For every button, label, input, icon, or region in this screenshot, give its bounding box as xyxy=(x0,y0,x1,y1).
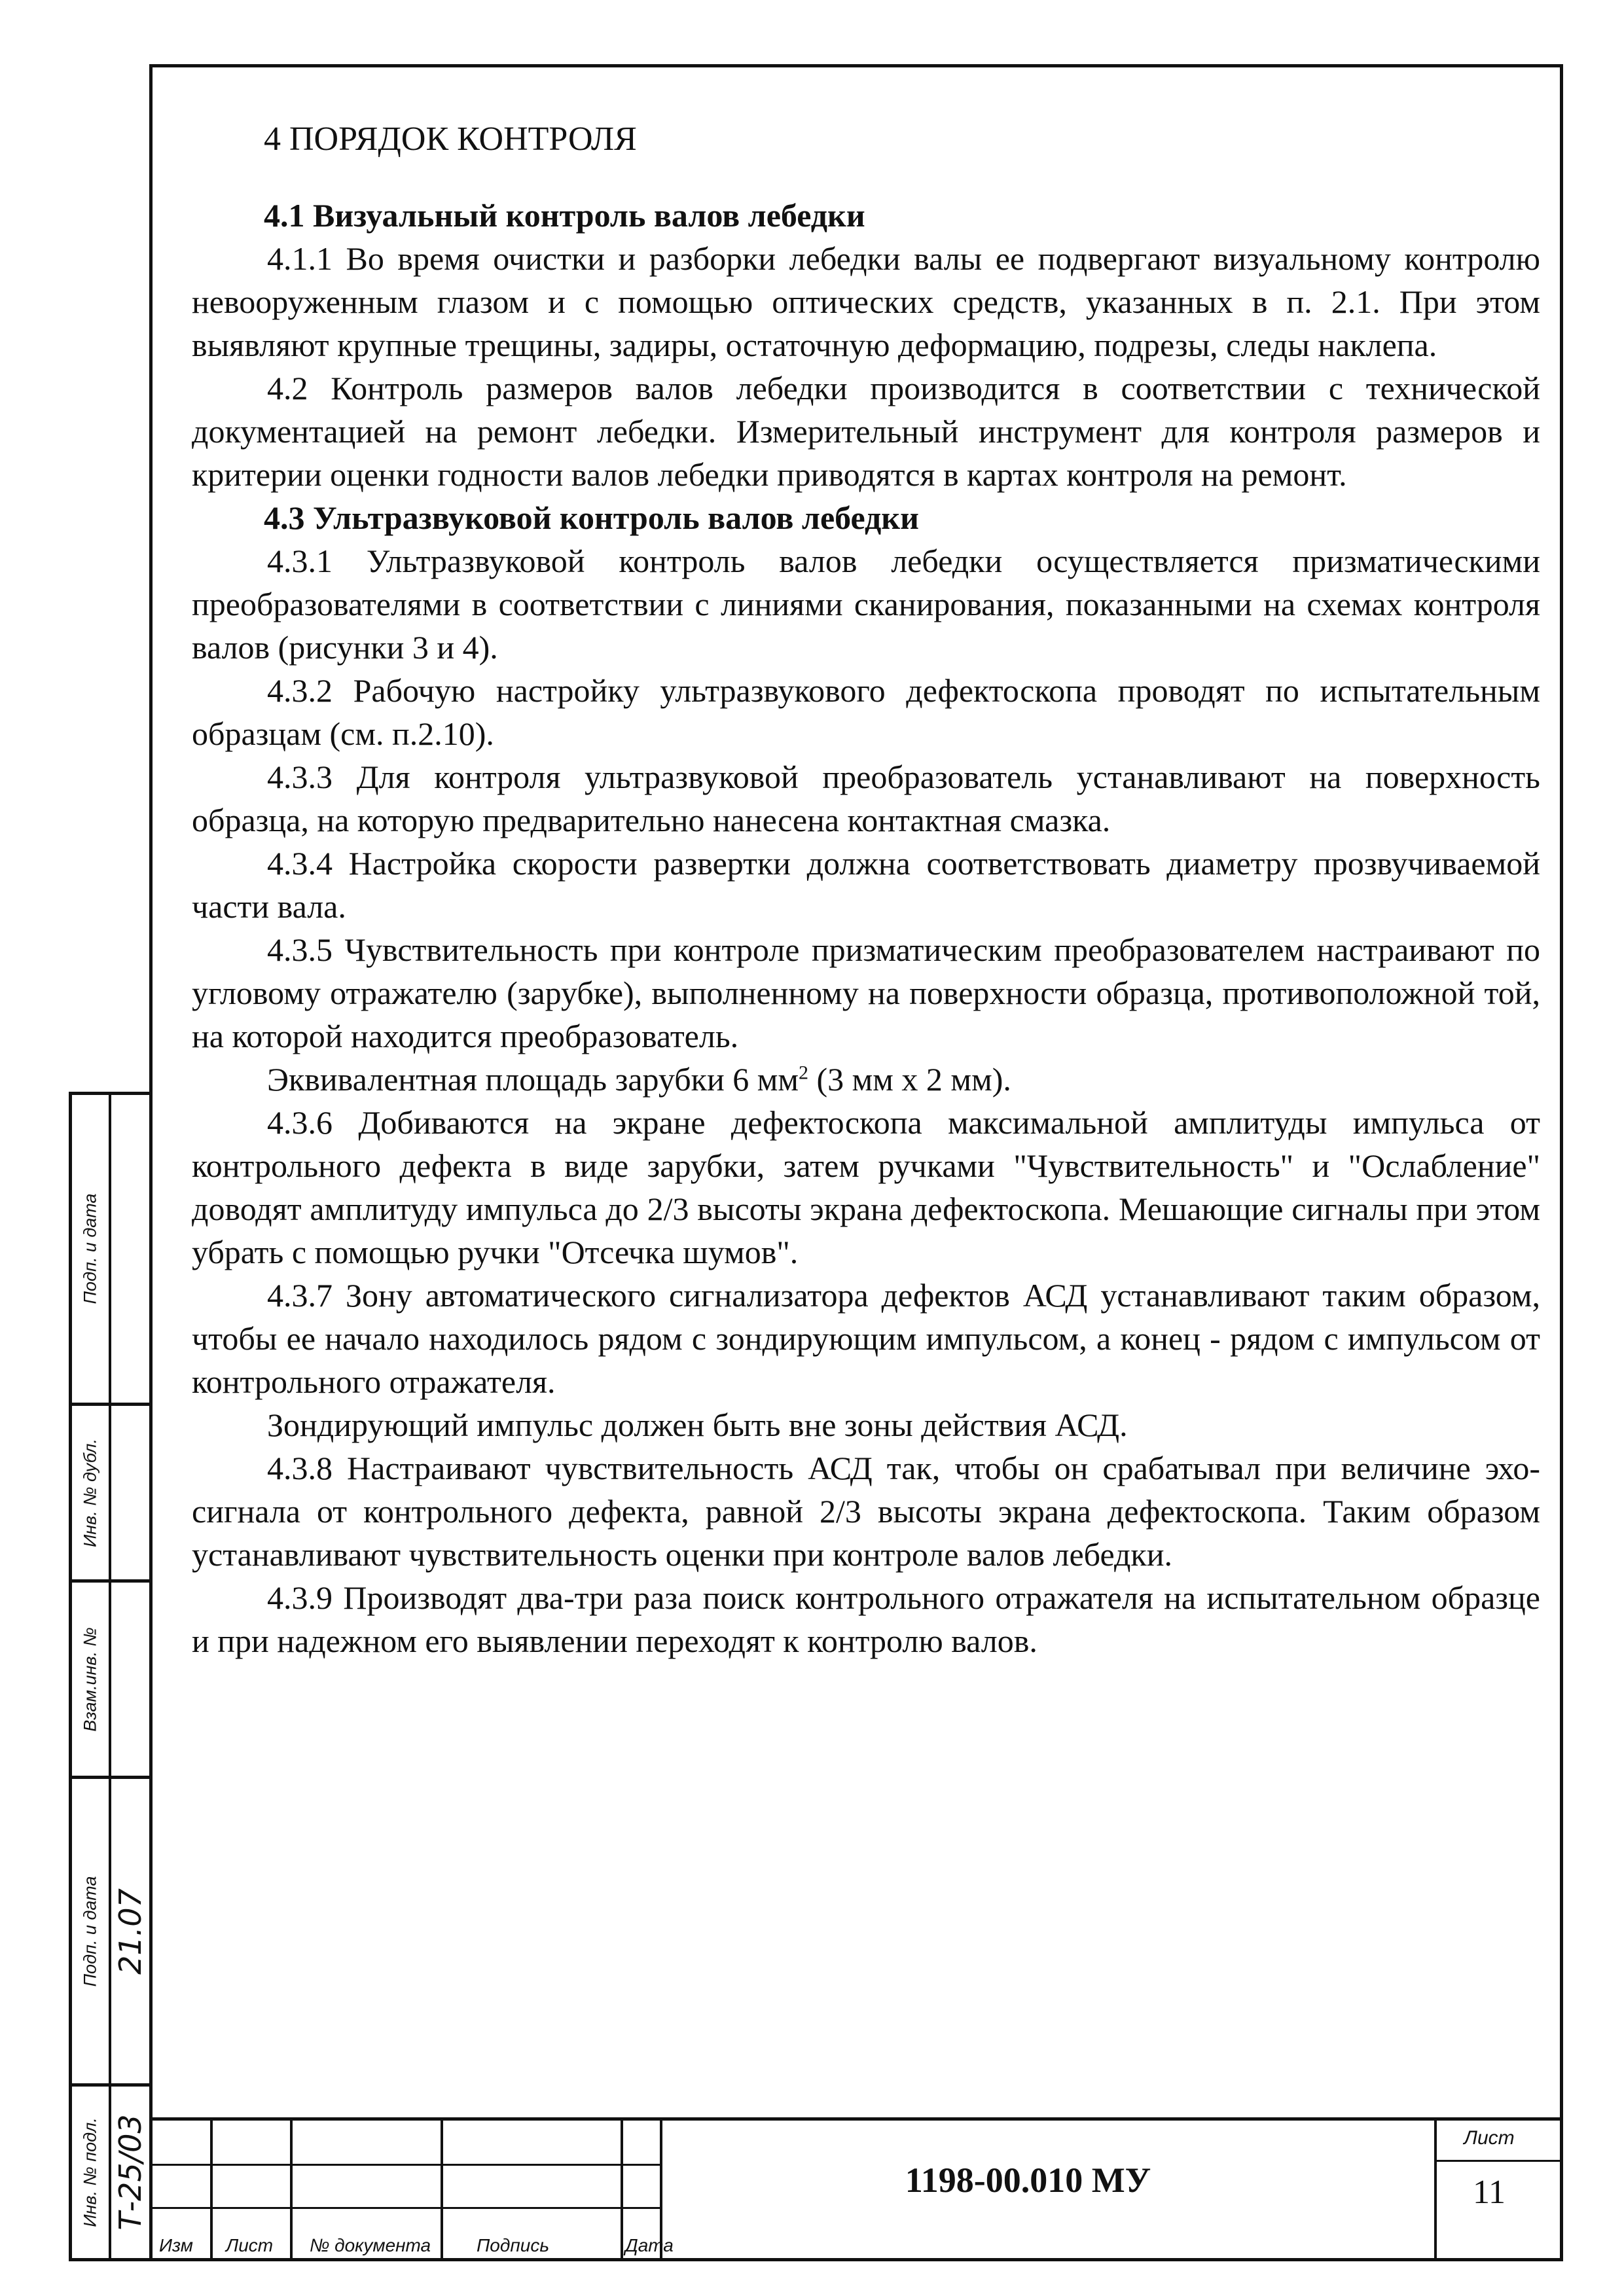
paragraph: 4.2 Контроль размеров валов лебедки производится в соответствии с технической документацией на ремонт лебедки. Измерительный инструмент для контроля размеров и критерии оценки годности валов лебедки приводятся в картах контроля на ремонт. xyxy=(192,370,1540,493)
paragraph: 4.3.8 Настраивают чувствительность АСД так, чтобы он срабатывал при величине эхо-сигнала от контрольного дефекта, равной 2/3 высоты экрана дефектоскопа. Таким образом устанавливают чувствительность оценки при контроле валов лебедки. xyxy=(192,1450,1540,1573)
area-superscript: 2 xyxy=(799,1062,808,1084)
paragraph: 4.3.1 Ультразвуковой контроль валов лебедки осуществляется призматическими преобразователями в соответствии с линиями сканирования, показанными на схемах контроля валов (рисунки 3 и 4). xyxy=(192,543,1540,666)
col-signature: Подпись xyxy=(477,2235,550,2255)
paragraph: 4.3.3 Для контроля ультразвуковой преобразователь устанавливают на поверхность образца, на которую предварительно нанесена контактная смазка. xyxy=(192,759,1540,838)
stamp-label: Инв. № дубл. xyxy=(80,1438,100,1547)
stamp-podp-data-2 xyxy=(69,1779,149,2087)
title-block xyxy=(153,2117,1560,2258)
handwritten-inventory-number: Т-25/03 xyxy=(113,2114,148,2231)
col-izm: Изм xyxy=(159,2235,193,2255)
col-document: № документа xyxy=(310,2235,431,2255)
subsection-heading: 4.1 Визуальный контроль валов лебедки xyxy=(264,197,865,234)
subsection-heading: 4.3 Ультразвуковой контроль валов лебедки xyxy=(264,499,919,536)
col-list: Лист xyxy=(226,2235,274,2255)
stamp-inv-podl xyxy=(69,2087,149,2261)
paragraph: 4.3.7 Зону автоматического сигнализатора дефектов АСД устанавливают таким образом, чтобы ее начало находилось рядом с зондирующим импульсом, а конец - рядом с импульсом от контрольного отражателя. xyxy=(192,1277,1540,1400)
stamp-inv-dubl xyxy=(69,1406,149,1583)
paragraph: 4.3.9 Производят два-три раза поиск контрольного отражателя на испытательном образце и при надежном его выявлении переходят к контролю валов. xyxy=(192,1579,1540,1659)
paragraph: 4.3.4 Настройка скорости развертки должна соответствовать диаметру прозвучиваемой части вала. xyxy=(192,845,1540,925)
stamp-podp-data-1 xyxy=(69,1092,149,1406)
paragraph: Зондирующий импульс должен быть вне зоны действия АСД. xyxy=(267,1407,1128,1443)
sheet-number: 11 xyxy=(1472,2174,1506,2211)
stamp-label: Подп. и дата xyxy=(80,1193,100,1304)
document-body xyxy=(192,118,1540,1662)
paragraph: 4.3.2 Рабочую настройку ультразвукового дефектоскопа проводят по испытательным образцам (см. п.2.10). xyxy=(192,672,1540,752)
sheet-label: Лист xyxy=(1464,2127,1515,2149)
handwritten-date: 21.07 xyxy=(113,1888,148,1975)
section-heading: 4 ПОРЯДОК КОНТРОЛЯ xyxy=(264,120,637,158)
paragraph: 4.3.5 Чувствительность при контроле призматическим преобразователем настраивают по угловому отражателю (зарубке), выполненному на поверхности образца, противоположной той, на которой находится преобразователь. xyxy=(192,931,1540,1054)
paragraph: 4.3.6 Добиваются на экране дефектоскопа максимальной амплитуды импульса от контрольного дефекта в виде зарубки, затем ручками "Чувствительность" и "Ослабление" доводят амплитуду импульса до 2/3 высоты экрана дефектоскопа. Мешающие сигналы при этом убрать с помощью ручки "Отсечка шумов". xyxy=(192,1104,1540,1270)
stamp-label: Инв. № подл. xyxy=(80,2117,100,2227)
stamp-label: Взам.инв. № xyxy=(80,1626,100,1732)
paragraph-area xyxy=(192,1058,1540,1101)
document-number: 1198-00.010 МУ xyxy=(905,2161,1151,2200)
stamp-vzam-inv xyxy=(69,1583,149,1779)
area-text: Эквивалентная площадь зарубки 6 мм xyxy=(267,1061,799,1098)
area-text-end: (3 мм х 2 мм). xyxy=(808,1061,1011,1098)
col-date: Дата xyxy=(625,2235,674,2255)
paragraph: 4.1.1 Во время очистки и разборки лебедки валы ее подвергают визуальному контролю невооруженным глазом и с помощью оптических средств, указанных в п. 2.1. При этом выявляют крупные трещины, задиры, остаточную деформацию, подрезы, следы наклепа. xyxy=(192,240,1540,363)
stamp-label: Подп. и дата xyxy=(80,1875,100,1987)
